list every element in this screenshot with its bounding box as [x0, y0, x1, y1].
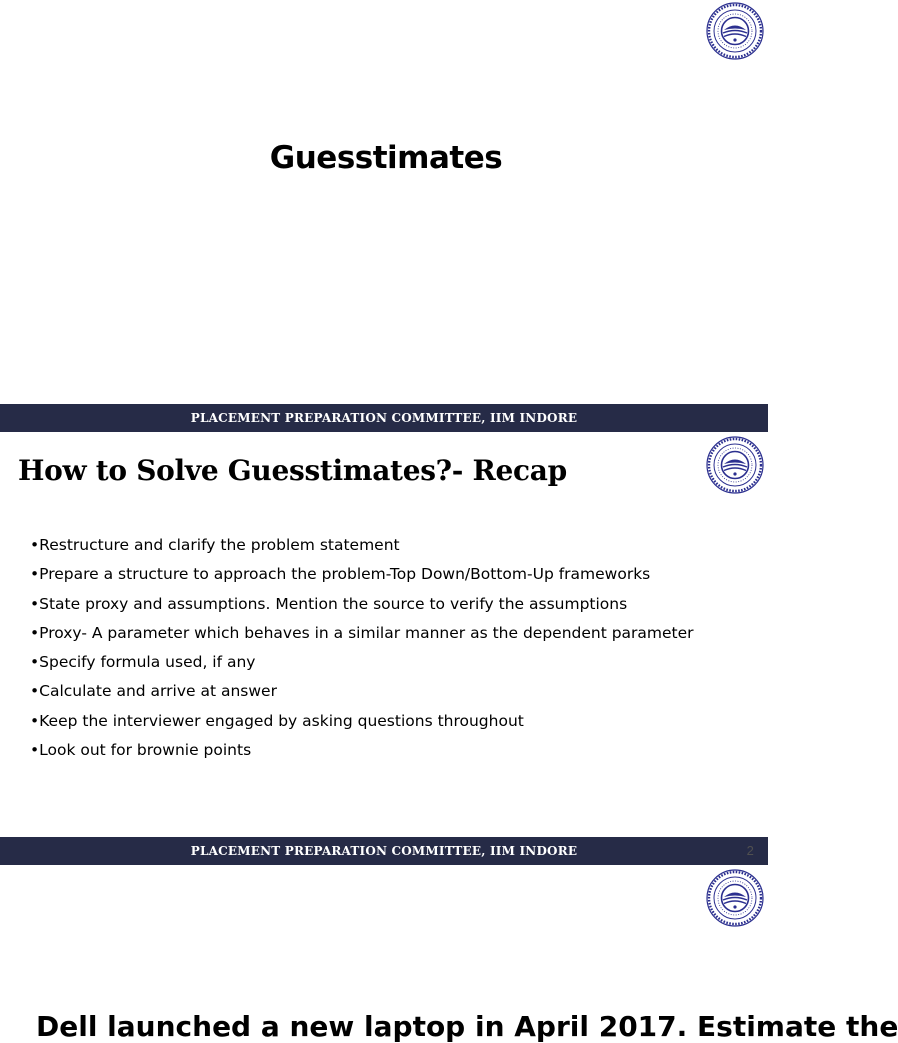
page-title: Guesstimates	[269, 140, 503, 176]
slide-1	[0, 0, 768, 404]
footer-text: PLACEMENT PREPARATION COMMITTEE, IIM INDORE	[190, 844, 578, 858]
footer-text: PLACEMENT PREPARATION COMMITTEE, IIM INDORE	[190, 411, 578, 425]
bullet-item: •Prepare a structure to approach the problem-Top Down/Bottom-Up frameworks	[30, 565, 651, 584]
bullet-item: •Look out for brownie points	[30, 741, 252, 760]
bullet-item: •Calculate and arrive at answer	[30, 682, 277, 701]
slide-heading: Dell launched a new laptop in April 2017. Estimate the	[36, 1010, 898, 1043]
slide-heading: How to Solve Guesstimates?- Recap	[18, 454, 567, 487]
institute-seal-icon	[704, 434, 766, 496]
institute-seal-icon	[704, 867, 766, 929]
bullet-item: •Proxy- A parameter which behaves in a similar manner as the dependent parameter	[30, 623, 694, 642]
bullet-item: •Restructure and clarify the problem statement	[30, 536, 400, 554]
slide-3	[0, 865, 898, 1043]
institute-seal-icon	[704, 0, 766, 62]
bullet-item: •Keep the interviewer engaged by asking questions throughout	[30, 711, 524, 730]
footer-bar	[0, 837, 768, 865]
slide-2	[0, 432, 768, 837]
footer-bar	[0, 404, 768, 432]
bullet-item: •Specify formula used, if any	[30, 653, 256, 672]
bullet-item: •State proxy and assumptions. Mention the source to verify the assumptions	[30, 594, 628, 613]
page-number: 2	[746, 843, 754, 858]
bullet-list	[30, 535, 710, 769]
